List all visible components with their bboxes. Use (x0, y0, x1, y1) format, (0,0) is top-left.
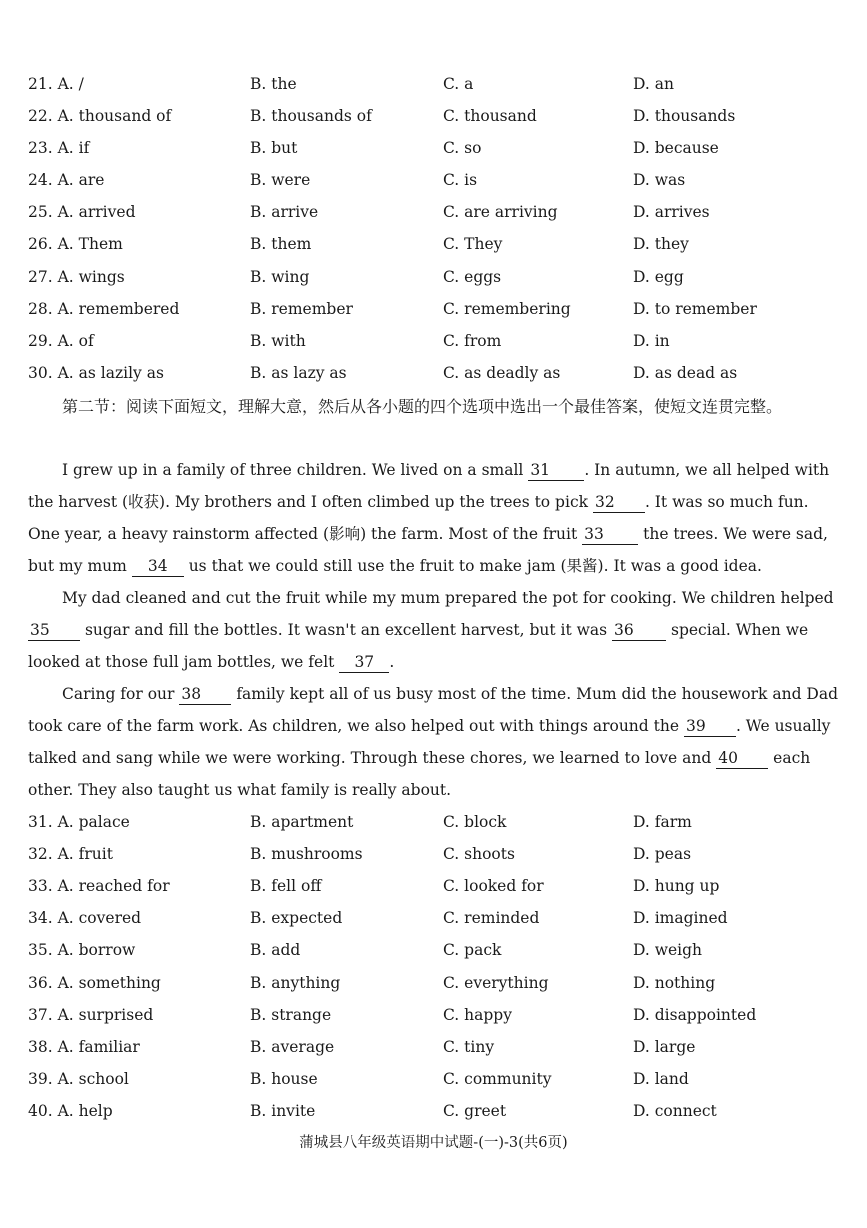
option-c: C. happy (443, 1006, 512, 1024)
option-d: D. peas (633, 845, 692, 863)
option-a: 35. A. borrow (28, 941, 136, 959)
question-options-30 (28, 359, 848, 387)
passage-text: One year, a heavy rainstorm affected (影响) the farm. Most of the fruit (28, 525, 578, 543)
option-a: 28. A. remembered (28, 300, 180, 318)
passage-text: other. They also taught us what family is really about. (28, 781, 452, 799)
option-c: C. from (443, 332, 502, 350)
passage-line (28, 774, 770, 806)
passage-text: I grew up in a family of three children. We lived on a small (62, 461, 524, 479)
question-options-38 (28, 1033, 848, 1061)
passage-line (28, 742, 811, 774)
option-c: C. greet (443, 1102, 507, 1120)
passage-text: but my mum (28, 557, 127, 575)
option-c: C. eggs (443, 268, 502, 286)
option-c: C. remembering (443, 300, 571, 318)
option-b: B. average (250, 1038, 335, 1056)
option-b: B. house (250, 1070, 318, 1088)
option-b: B. fell off (250, 877, 322, 895)
question-options-25 (28, 198, 848, 226)
option-d: D. imagined (633, 909, 728, 927)
option-a: 25. A. arrived (28, 203, 136, 221)
option-b: B. them (250, 235, 312, 253)
option-b: B. remember (250, 300, 353, 318)
passage-text: the trees. We were sad, (643, 525, 828, 543)
passage-text: . (389, 653, 395, 671)
passage-line (62, 582, 834, 614)
blank-36: 36 (612, 620, 666, 641)
passage-text: looked at those full jam bottles, we felt (28, 653, 335, 671)
option-a: 36. A. something (28, 974, 161, 992)
option-c: C. tiny (443, 1038, 495, 1056)
option-b: B. arrive (250, 203, 319, 221)
passage-text: special. When we (670, 621, 809, 639)
question-options-33 (28, 872, 848, 900)
passage-text: . We usually (735, 717, 831, 735)
passage-text: each (773, 749, 811, 767)
question-options-34 (28, 904, 848, 932)
option-b: B. were (250, 171, 311, 189)
option-b: B. wing (250, 268, 310, 286)
passage-text: family kept all of us busy most of the time. Mum did the housework and Dad (236, 685, 839, 703)
option-d: D. to remember (633, 300, 757, 318)
option-d: D. in (633, 332, 670, 350)
passage-line (62, 454, 830, 486)
question-options-36 (28, 969, 848, 997)
blank-37: 37 (339, 652, 389, 673)
option-a: 26. A. Them (28, 235, 123, 253)
option-b: B. as lazy as (250, 364, 347, 382)
question-options-37 (28, 1001, 848, 1029)
passage-text: My dad cleaned and cut the fruit while my mum prepared the pot for cooking. We children helped (62, 589, 834, 607)
question-options-21 (28, 70, 848, 98)
option-d: D. large (633, 1038, 696, 1056)
blank-35: 35 (28, 620, 80, 641)
option-c: C. They (443, 235, 503, 253)
option-d: D. connect (633, 1102, 717, 1120)
option-d: D. egg (633, 268, 684, 286)
passage-line (28, 710, 831, 742)
option-c: C. so (443, 139, 482, 157)
question-options-31 (28, 808, 848, 836)
passage-text: talked and sang while we were working. Through these chores, we learned to love and (28, 749, 712, 767)
blank-32: 32 (593, 492, 645, 513)
passage-text: sugar and fill the bottles. It wasn't an excellent harvest, but it was (84, 621, 608, 639)
option-b: B. but (250, 139, 298, 157)
option-a: 38. A. familiar (28, 1038, 140, 1056)
option-b: B. thousands of (250, 107, 372, 125)
passage-line (62, 678, 839, 710)
option-a: 39. A. school (28, 1070, 129, 1088)
passage-text: Caring for our (62, 685, 175, 703)
option-b: B. invite (250, 1102, 316, 1120)
blank-40: 40 (716, 748, 768, 769)
passage-line (28, 614, 809, 646)
option-c: C. shoots (443, 845, 515, 863)
option-a: 40. A. help (28, 1102, 113, 1120)
passage-text: us that we could still use the fruit to make jam (果酱). It was a good idea. (188, 557, 762, 575)
passage-line (28, 550, 770, 582)
option-a: 29. A. of (28, 332, 94, 350)
option-a: 33. A. reached for (28, 877, 170, 895)
option-d: D. they (633, 235, 689, 253)
option-b: B. anything (250, 974, 341, 992)
option-a: 24. A. are (28, 171, 105, 189)
option-d: D. was (633, 171, 686, 189)
option-a: 21. A. / (28, 75, 84, 93)
question-options-32 (28, 840, 848, 868)
question-options-29 (28, 327, 848, 355)
question-options-24 (28, 166, 848, 194)
question-options-40 (28, 1097, 848, 1125)
question-options-35 (28, 936, 848, 964)
blank-34: 34 (132, 556, 184, 577)
option-b: B. add (250, 941, 301, 959)
option-b: B. apartment (250, 813, 354, 831)
option-a: 37. A. surprised (28, 1006, 154, 1024)
question-options-26 (28, 230, 848, 258)
page-footer: 蒲城县八年级英语期中试题-(一)-3(共6页) (299, 1135, 568, 1151)
option-b: B. mushrooms (250, 845, 363, 863)
option-b: B. expected (250, 909, 343, 927)
option-d: D. thousands (633, 107, 736, 125)
option-c: C. thousand (443, 107, 537, 125)
option-d: D. disappointed (633, 1006, 757, 1024)
option-a: 31. A. palace (28, 813, 130, 831)
blank-31: 31 (528, 460, 584, 481)
option-c: C. a (443, 75, 474, 93)
option-a: 30. A. as lazily as (28, 364, 164, 382)
option-d: D. because (633, 139, 719, 157)
option-c: C. as deadly as (443, 364, 561, 382)
blank-38: 38 (179, 684, 231, 705)
passage-text: . It was so much fun. (644, 493, 809, 511)
option-c: C. are arriving (443, 203, 558, 221)
option-d: D. arrives (633, 203, 710, 221)
option-d: D. nothing (633, 974, 716, 992)
question-options-39 (28, 1065, 848, 1093)
option-d: D. an (633, 75, 674, 93)
question-options-28 (28, 295, 848, 323)
option-c: C. community (443, 1070, 552, 1088)
option-a: 22. A. thousand of (28, 107, 172, 125)
blank-39: 39 (684, 716, 736, 737)
option-d: D. weigh (633, 941, 703, 959)
passage-line (28, 486, 809, 518)
passage-text: took care of the farm work. As children, we also helped out with things around the (28, 717, 680, 735)
option-b: B. with (250, 332, 306, 350)
question-options-27 (28, 263, 848, 291)
option-a: 23. A. if (28, 139, 90, 157)
option-a: 34. A. covered (28, 909, 142, 927)
option-d: D. as dead as (633, 364, 738, 382)
option-b: B. strange (250, 1006, 332, 1024)
passage-line (28, 646, 770, 678)
option-c: C. looked for (443, 877, 544, 895)
option-c: C. everything (443, 974, 549, 992)
option-d: D. land (633, 1070, 689, 1088)
option-a: 32. A. fruit (28, 845, 113, 863)
question-options-22 (28, 102, 848, 130)
blank-33: 33 (582, 524, 638, 545)
option-a: 27. A. wings (28, 268, 125, 286)
passage-text: the harvest (收获). My brothers and I often climbed up the trees to pick (28, 493, 589, 511)
option-d: D. hung up (633, 877, 720, 895)
option-d: D. farm (633, 813, 692, 831)
option-b: B. the (250, 75, 297, 93)
option-c: C. reminded (443, 909, 540, 927)
question-options-23 (28, 134, 848, 162)
section-instruction: 第二节：阅读下面短文，理解大意，然后从各小题的四个选项中选出一个最佳答案，使短文连贯完整。 (62, 397, 783, 416)
passage-line (28, 518, 828, 550)
option-c: C. pack (443, 941, 502, 959)
passage-text: . In autumn, we all helped with (584, 461, 830, 479)
option-c: C. block (443, 813, 507, 831)
option-c: C. is (443, 171, 478, 189)
